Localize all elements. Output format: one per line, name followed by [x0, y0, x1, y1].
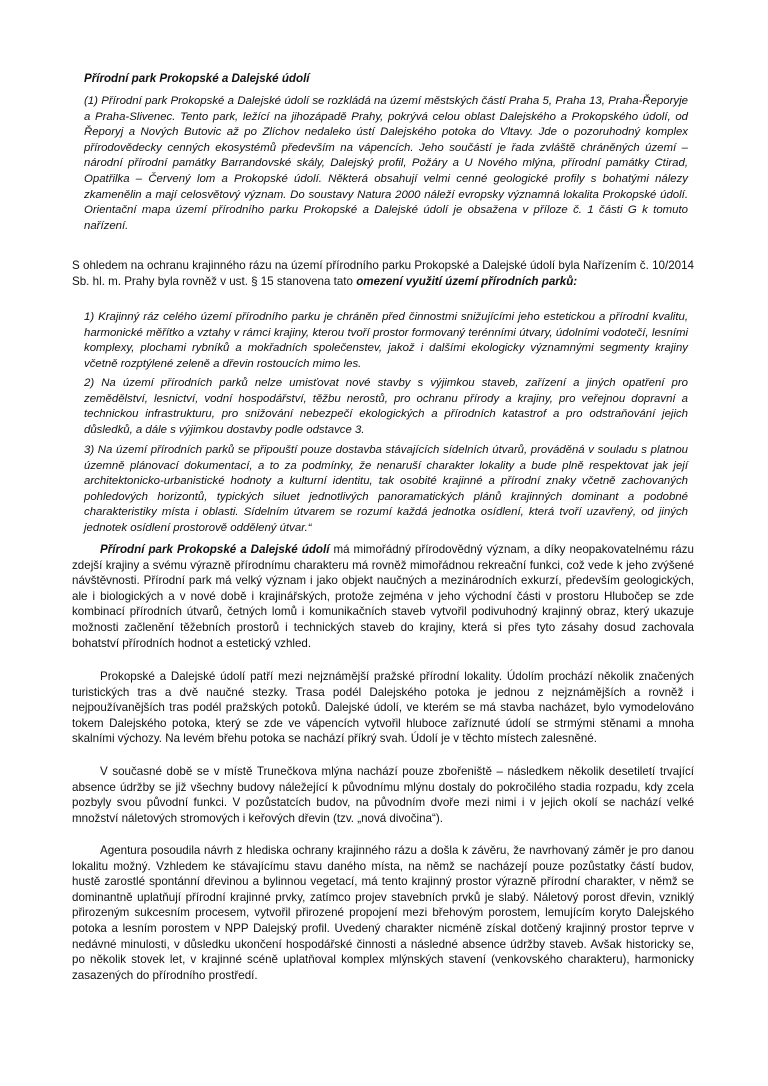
rule-3-text: 3) Na území přírodních parků se připouští pouze dostavba stávajících sídelních útvarů, prováděná v souladu s platnou územně plánovací dokumentací, a to za podmínky, že nenaruší charakter lokality a bude plně respektovat jak její architektonicko-urbanistické hodnoty a kulturní identitu, tak osobité krajinné a přírodní znaky včetně zachovaných pohledových horizontů, typických siluet jednotlivých panoramatických plánů krajinných dominant a podobné charakteristiky místa i oblasti. Sídelním útvarem se rozumí každá jednotka osídlení, která tvoří uzavřený, od jiných jednotek osídlení prostorově oddělený útvar.“	[84, 444, 688, 534]
quote-paragraph-1: (1) Přírodní park Prokopské a Dalejské údolí se rozkládá na území městských částí Praha 5, Praha 13, Praha-Řeporyje a Praha-Slivenec. Tento park, ležící na jihozápadě Prahy, pokrývá celou oblast Dalejského a Prokopského údolí, od Řeporyj a Nových Butovic až po Zlíchov nedaleko ústí Dalejského potoka do Vltavy. Jde o pozoruhodný komplex přírodovědecky cenných ekosystémů především na vápencích. Jeho součástí je řada zvláště chráněných území – národní přírodní památky Barrandovské skály, Dalejský profil, Požáry a U Nového mlýna, přírodní památky Ctirad, Opatřilka – Červený lom a Prokopské údolí. Některá obsahují velmi cenné geologické profily s bohatými nálezy zkamenělin a mají celosvětový význam. Do soustavy Natura 2000 náleží evropsky významná lokalita Prokopské údolí. Orientační mapa území přírodního parku Prokopské a Dalejské údolí je obsažena v příloze č. 1 části G k tomuto nařízení.	[84, 95, 688, 232]
paragraph-d: Agentura posoudila návrh z hlediska ochrany krajinného rázu a došla k závěru, že navrhovaný záměr je pro danou lokalitu možný. Vzhledem ke stávajícímu stavu daného místa, na němž se nacházejí pouze pozůstatky částí budov, hustě zarostlé spontánní dřevinou a bylinnou vegetací, má tento krajinný prostor výrazně přírodní charakter, v němž se dominantně uplatňují přírodní krajinné prvky, zatímco projev stavebních prvků je slabý. Náletový porost dřevin, vzniklý přirozeným sukcesním procesem, vytvořil přirozené propojení mezi břehovým porostem, lemujícím koryto Dalejského potoka a lesním porostem v NPP Dalejský profil. Uvedený charakter nicméně získal dotčený krajinný prostor teprve v nedávné minulosti, v důsledku ukončení hospodářské činnosti a následné absence údržby staveb. Avšak historicky se, po několik stovek let, v krajinné scéně uplatňoval komplex mlýnských stavení (venkovského charakteru), harmonicky zasazených do přírodního prostředí.	[72, 844, 694, 982]
park-description-quote	[84, 94, 688, 234]
rule-1	[84, 310, 688, 372]
intro-text-wrapper	[72, 258, 694, 289]
paragraph-c: V současné době se v místě Trunečkova mlýna nachází pouze zbořeniště – následkem několik desetiletí trvající absence údržby se již všechny budovy náležející k původnímu mlýnu dostaly do pokročilého stadia rozpadu, kdy zcela pozbyly svou původní funkci. V pozůstatcích budov, na původním dvoře mezi nimi i v jejich okolí se nachází velké množství náletových stromových i keřových dřevin (tzv. „nová divočina“).	[72, 765, 694, 825]
rule-2-text: 2) Na území přírodních parků nelze umisťovat nové stavby s výjimkou staveb, zařízení a jiných opatření pro zemědělství, lesnictví, vodní hospodářství, těžbu nerostů, pro ochranu přírody a krajiny, pro veřejnou dopravní a technickou infrastrukturu, pro snižování nebezpečí ekologických a přírodních katastrof a pro odstraňování jejich důsledků, a dále s výjimkou dostavby podle odstavce 3.	[84, 377, 688, 436]
paragraph-agency-assessment	[72, 843, 694, 983]
paragraph-a-lead: Přírodní park Prokopské a Dalejské údolí	[100, 543, 330, 556]
paragraph-a-text: má mimořádný přírodovědný význam, a díky neopakovatelnému rázu zdejší krajiny a svému výrazně přírodnímu charakteru má rovněž mimořádnou rekreační funkci, což vede k jeho zvýšené návštěvnosti. Přírodní park má velký význam i jako objekt naučných a mezinárodních exkurzí, především geologických, ale i biologických a v nové době i krajinářských, protože zejména v jeho východní části v prostoru Hlubočep se zde kombinací přírodních útvarů, četných lomů i komunikačních staveb vytvořil podivuhodný krajinný obraz, který ukazuje možnosti začlenění těžebních prostorů i technických staveb do krajiny, která si přes tyto zásahy dosud zachovala bohatství přírodních hodnot a estetický vzhled.	[72, 543, 694, 650]
paragraph-valley-description	[72, 669, 694, 747]
intro-paragraph	[72, 258, 694, 289]
intro-emphasis: omezení využití území přírodních parků:	[356, 274, 578, 288]
park-title: Přírodní park Prokopské a Dalejské údolí	[84, 72, 310, 85]
rule-3	[84, 443, 688, 537]
paragraph-a	[72, 542, 694, 651]
paragraph-b: Prokopské a Dalejské údolí patří mezi nejznámější pražské přírodní lokality. Údolím prochází několik značených turistických tras a dvě naučné stezky. Trasa podél Dalejského potoka je jednou z nejznámějších a rovněž i nejpoužívanějších tras podél pražských potoků. Dalejské údolí, ve kterém se má stavba nacházet, bylo vymodelováno tokem Dalejského potoka, který se zde ve vápencích vytvořil hluboce zaříznuté údolí se strmými stěnami a mnoha skalními výchozy. Na levém břehu potoka se nachází příkrý svah. Údolí je v těchto místech zalesněné.	[72, 670, 694, 746]
rule-2	[84, 376, 688, 438]
rule-1-text: 1) Krajinný ráz celého území přírodního parku je chráněn před činnostmi snižujícími jeho estetickou a přírodní kvalitu, harmonické měřítko a vztahy v rámci krajiny, kterou tvoří prostor formovaný terénními útvary, údolními vodotečí, lesními komplexy, plochami rybníků a mokřadních společenstev, jakož i dalšími ekologicky významnými segmenty krajiny včetně rozptýlené zeleně a dřevin rostoucích mimo les.	[84, 311, 688, 370]
intro-text: S ohledem na ochranu krajinného rázu na území přírodního parku Prokopské a Dalejské údolí byla Nařízením č. 10/2014 Sb. hl. m. Prahy byla rovněž v ust. § 15 stanovena tato	[72, 259, 694, 288]
paragraph-park-significance	[72, 542, 694, 651]
paragraph-current-state	[72, 764, 694, 826]
